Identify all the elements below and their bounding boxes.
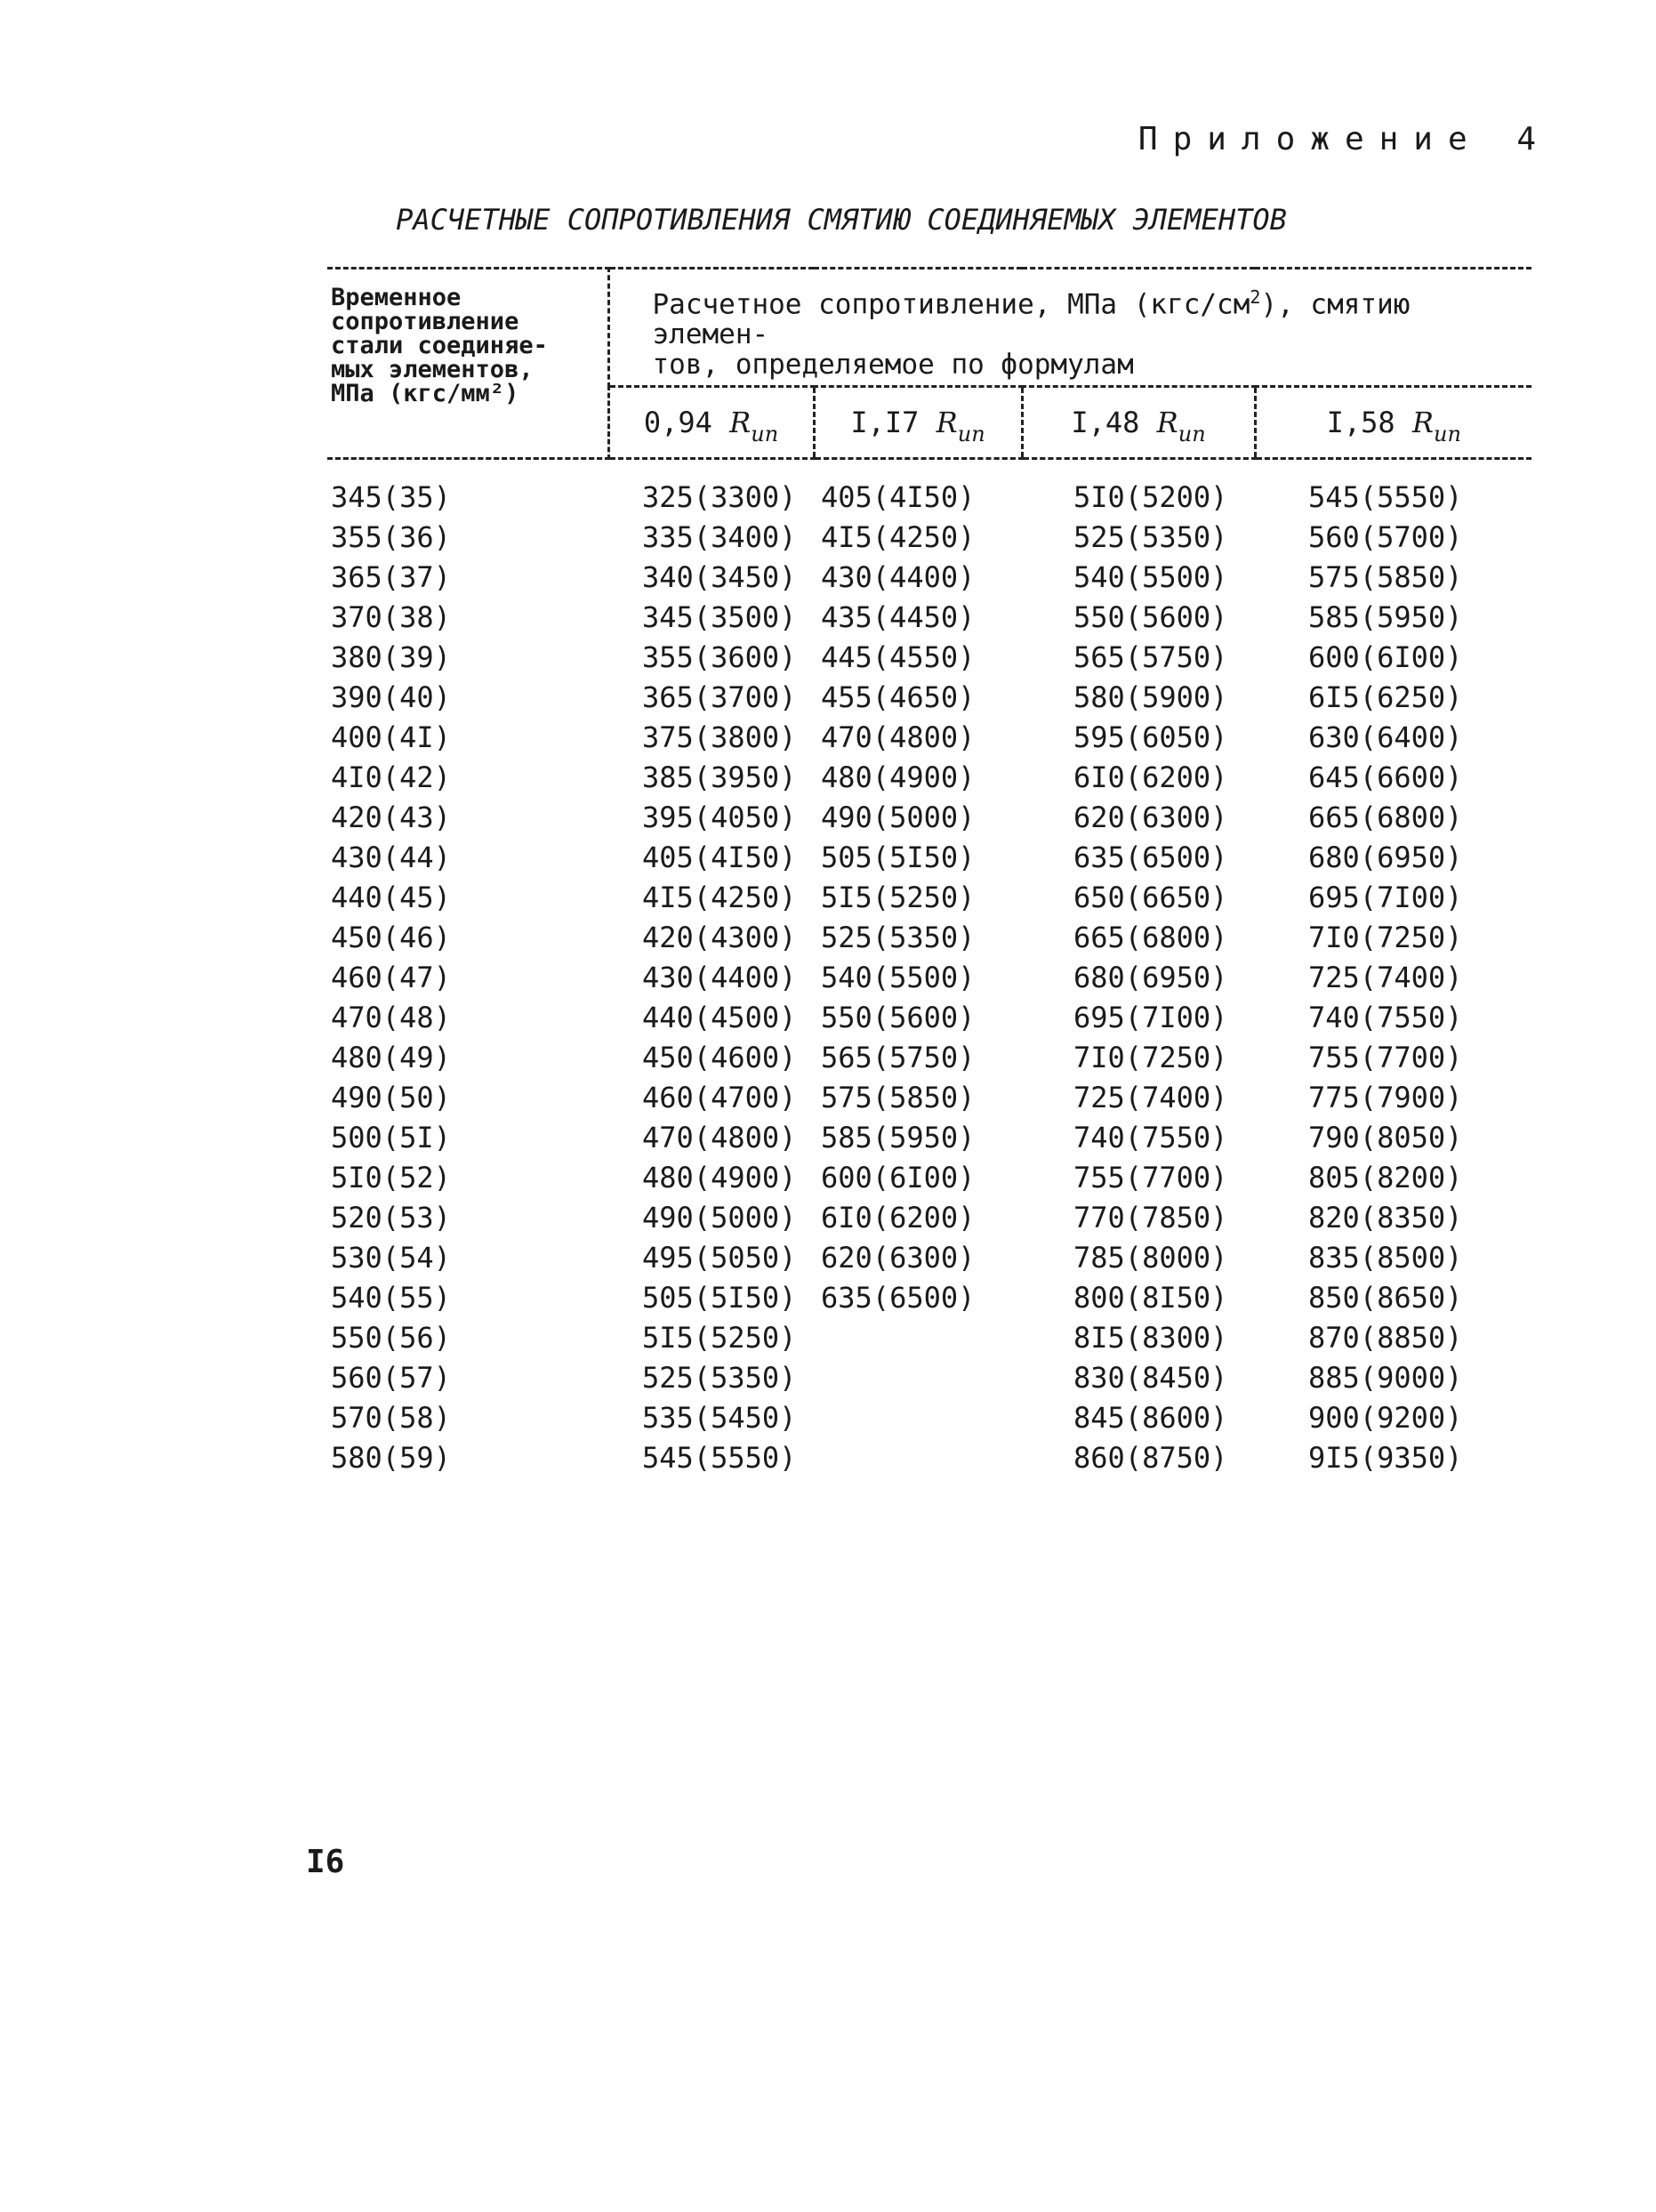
table-row [327,1078,1531,1118]
table-row [327,638,1531,678]
resistance-cell: 505(5I50) [821,841,976,875]
steel-strength-cell: 365(37) [331,560,451,595]
steel-strength-cell: 560(57) [331,1361,451,1396]
resistance-cell: 525(5350) [1073,520,1228,555]
resistance-cell: 440(4500) [642,1001,797,1035]
resistance-cell: 6I5(6250) [1308,680,1463,715]
resistance-cell: 455(4650) [821,680,976,715]
resistance-cell: 7I0(7250) [1073,1041,1228,1075]
resistance-cell: 695(7I00) [1073,1001,1228,1035]
table-row [327,1118,1531,1158]
table-row [327,998,1531,1038]
resistance-cell: 635(6500) [1073,841,1228,875]
formula-subscript: un [751,422,779,447]
resistance-cell: 450(4600) [642,1041,797,1075]
steel-strength-cell: 500(5I) [331,1121,451,1155]
resistance-cell: 800(8I50) [1073,1281,1228,1315]
steel-strength-cell: 355(36) [331,520,451,555]
table-row [327,1438,1531,1478]
resistance-cell: 470(4800) [642,1121,797,1155]
table-row [327,718,1531,758]
resistance-cell: 4I5(4250) [821,520,976,555]
resistance-cell: 740(7550) [1308,1001,1463,1035]
resistance-cell: 525(5350) [821,921,976,955]
steel-strength-cell: 440(45) [331,881,451,915]
steel-strength-cell: 400(4I) [331,720,451,755]
design-resistance-header [608,269,1531,387]
resistance-cell: 9I5(9350) [1308,1441,1463,1476]
resistance-cell: 600(6I00) [1308,640,1463,675]
resistance-cell: 375(3800) [642,720,797,755]
resistance-cell [814,1318,1022,1358]
resistance-cell: 785(8000) [1073,1241,1228,1275]
resistance-cell: 470(4800) [821,720,976,755]
resistance-cell: 595(6050) [1073,720,1228,755]
table-row [327,1278,1531,1318]
resistance-cell: 870(8850) [1308,1321,1463,1355]
resistance-cell: 490(5000) [821,800,976,835]
resistance-cell: 495(5050) [642,1241,797,1275]
formula-header-1-48 [1022,387,1255,459]
resistance-cell: 575(5850) [821,1081,976,1115]
table-row [327,878,1531,918]
resistance-cell: 335(3400) [642,520,797,555]
formula-symbol: R [1156,406,1178,440]
resistance-cell: 790(8050) [1308,1121,1463,1155]
table-row [327,758,1531,798]
resistance-cell: 550(5600) [1073,600,1228,635]
steel-strength-cell: 420(43) [331,800,451,835]
table-row [327,918,1531,958]
steel-strength-cell: 570(58) [331,1401,451,1436]
resistance-cell: 5I5(5250) [642,1321,797,1355]
resistance-cell: 490(5000) [642,1201,797,1235]
table-row [327,678,1531,718]
resistance-cell: 565(5750) [1073,640,1228,675]
resistance-cell: 325(3300) [642,480,797,515]
steel-strength-cell: 470(48) [331,1001,451,1035]
resistance-cell: 355(3600) [642,640,797,675]
resistance-cell: 385(3950) [642,760,797,795]
resistance-cell: 545(5550) [1308,480,1463,515]
table-row [327,958,1531,998]
page-number: I6 [306,1844,345,1880]
resistance-cell: 620(6300) [821,1241,976,1275]
resistance-cell: 835(8500) [1308,1241,1463,1275]
resistance-cell: 850(8650) [1308,1281,1463,1315]
resistance-cell: 585(5950) [821,1121,976,1155]
resistance-cell: 580(5900) [1073,680,1228,715]
resistance-cell: 4I5(4250) [642,881,797,915]
table-row [327,459,1531,519]
resistance-cell: 395(4050) [642,800,797,835]
resistance-cell: 775(7900) [1308,1081,1463,1115]
design-resistance-header-line1: Расчетное сопротивление, МПа (кгс/см [652,288,1250,321]
resistance-cell: 755(7700) [1308,1041,1463,1075]
resistance-cell: 725(7400) [1073,1081,1228,1115]
resistance-cell: 340(3450) [642,560,797,595]
steel-strength-cell: 530(54) [331,1241,451,1275]
resistance-cell: 445(4550) [821,640,976,675]
formula-coefficient: I,58 [1326,406,1395,440]
steel-strength-cell: 460(47) [331,961,451,995]
formula-header-1-17 [814,387,1022,459]
resistance-cell [814,1358,1022,1398]
resistance-cell: 435(4450) [821,600,976,635]
resistance-cell: 430(4400) [821,560,976,595]
design-resistance-header-line1-end: ), смятию элемен- [652,288,1411,351]
formula-header-0-94 [608,387,814,459]
table-row [327,1158,1531,1198]
resistance-cell: 805(8200) [1308,1161,1463,1195]
steel-strength-cell: 370(38) [331,600,451,635]
steel-strength-cell: 4I0(42) [331,760,451,795]
steel-strength-cell: 550(56) [331,1321,451,1355]
formula-subscript: un [1434,422,1461,447]
resistance-cell: 755(7700) [1073,1161,1228,1195]
resistance-cell: 680(6950) [1308,841,1463,875]
design-resistance-header-sup: 2 [1250,286,1261,308]
resistance-cell: 560(5700) [1308,520,1463,555]
resistance-cell: 8I5(8300) [1073,1321,1228,1355]
steel-strength-header: Временное сопротивление стали соединяе- мых элементов, МПа (кгс/мм²) [327,269,608,459]
resistance-cell: 6I0(6200) [1073,760,1228,795]
formula-coefficient: I,48 [1071,406,1140,440]
resistance-cell: 725(7400) [1308,961,1463,995]
resistance-cell: 650(6650) [1073,881,1228,915]
table-row [327,1198,1531,1238]
steel-strength-cell: 345(35) [331,480,451,515]
resistance-cell: 885(9000) [1308,1361,1463,1396]
resistance-cell [814,1398,1022,1438]
steel-strength-cell: 450(46) [331,921,451,955]
formula-symbol: R [729,406,752,440]
resistance-cell: 635(6500) [821,1281,976,1315]
resistance-cell: 680(6950) [1073,961,1228,995]
resistance-cell: 665(6800) [1073,921,1228,955]
table-row [327,1038,1531,1078]
resistance-cell: 540(5500) [1073,560,1228,595]
resistance-cell: 7I0(7250) [1308,921,1463,955]
formula-subscript: un [957,422,985,447]
resistance-cell: 575(5850) [1308,560,1463,595]
resistance-cell: 830(8450) [1073,1361,1228,1396]
resistance-cell: 770(7850) [1073,1201,1228,1235]
header-row-1 [327,269,1531,387]
resistance-cell: 420(4300) [642,921,797,955]
resistance-cell: 545(5550) [642,1441,797,1476]
resistance-cell: 600(6I00) [821,1161,976,1195]
resistance-cell: 480(4900) [642,1161,797,1195]
steel-strength-cell: 390(40) [331,680,451,715]
steel-strength-cell: 5I0(52) [331,1161,451,1195]
resistance-cell: 695(7I00) [1308,881,1463,915]
resistance-table-container [327,267,1531,1478]
resistance-cell: 5I0(5200) [1073,480,1228,515]
formula-header-1-58 [1255,387,1531,459]
resistance-cell: 845(8600) [1073,1401,1228,1436]
design-resistance-header-line2: тов, определяемое по формулам [652,349,1134,382]
resistance-cell: 820(8350) [1308,1201,1463,1235]
resistance-cell: 665(6800) [1308,800,1463,835]
steel-strength-cell: 540(55) [331,1281,451,1315]
resistance-cell: 550(5600) [821,1001,976,1035]
formula-symbol: R [1411,406,1435,440]
resistance-cell: 480(4900) [821,760,976,795]
resistance-cell: 900(9200) [1308,1401,1463,1436]
resistance-cell: 860(8750) [1073,1441,1228,1476]
resistance-cell: 540(5500) [821,961,976,995]
steel-strength-cell: 380(39) [331,640,451,675]
resistance-cell: 535(5450) [642,1401,797,1436]
formula-coefficient: 0,94 [643,406,712,440]
formula-coefficient: I,I7 [850,406,920,440]
steel-strength-cell: 580(59) [331,1441,451,1476]
resistance-cell: 405(4I50) [642,841,797,875]
table-row [327,1238,1531,1278]
table-row [327,598,1531,638]
resistance-cell: 505(5I50) [642,1281,797,1315]
table-row [327,518,1531,558]
appendix-label: Приложение 4 [1137,121,1551,157]
table-row [327,1398,1531,1438]
table-row [327,558,1531,598]
resistance-cell: 565(5750) [821,1041,976,1075]
resistance-cell [814,1438,1022,1478]
resistance-cell: 405(4I50) [821,480,976,515]
resistance-cell: 5I5(5250) [821,881,976,915]
resistance-cell: 345(3500) [642,600,797,635]
resistance-cell: 620(6300) [1073,800,1228,835]
page-title: РАСЧЕТНЫЕ СОПРОТИВЛЕНИЯ СМЯТИЮ СОЕДИНЯЕМЫХ ЭЛЕМЕНТОВ [396,203,1287,237]
resistance-cell: 460(4700) [642,1081,797,1115]
table-row [327,1358,1531,1398]
table-row [327,838,1531,878]
resistance-cell: 430(4400) [642,961,797,995]
resistance-table [327,267,1531,1478]
table-row [327,798,1531,838]
formula-symbol: R [936,406,958,440]
resistance-cell: 740(7550) [1073,1121,1228,1155]
steel-strength-cell: 480(49) [331,1041,451,1075]
resistance-cell: 525(5350) [642,1361,797,1396]
steel-strength-cell: 520(53) [331,1201,451,1235]
table-row [327,1318,1531,1358]
steel-strength-cell: 430(44) [331,841,451,875]
resistance-cell: 6I0(6200) [821,1201,976,1235]
resistance-cell: 630(6400) [1308,720,1463,755]
resistance-cell: 645(6600) [1308,760,1463,795]
resistance-cell: 365(3700) [642,680,797,715]
resistance-cell: 585(5950) [1308,600,1463,635]
formula-subscript: un [1178,422,1206,447]
steel-strength-cell: 490(50) [331,1081,451,1115]
table-body [327,459,1531,1479]
